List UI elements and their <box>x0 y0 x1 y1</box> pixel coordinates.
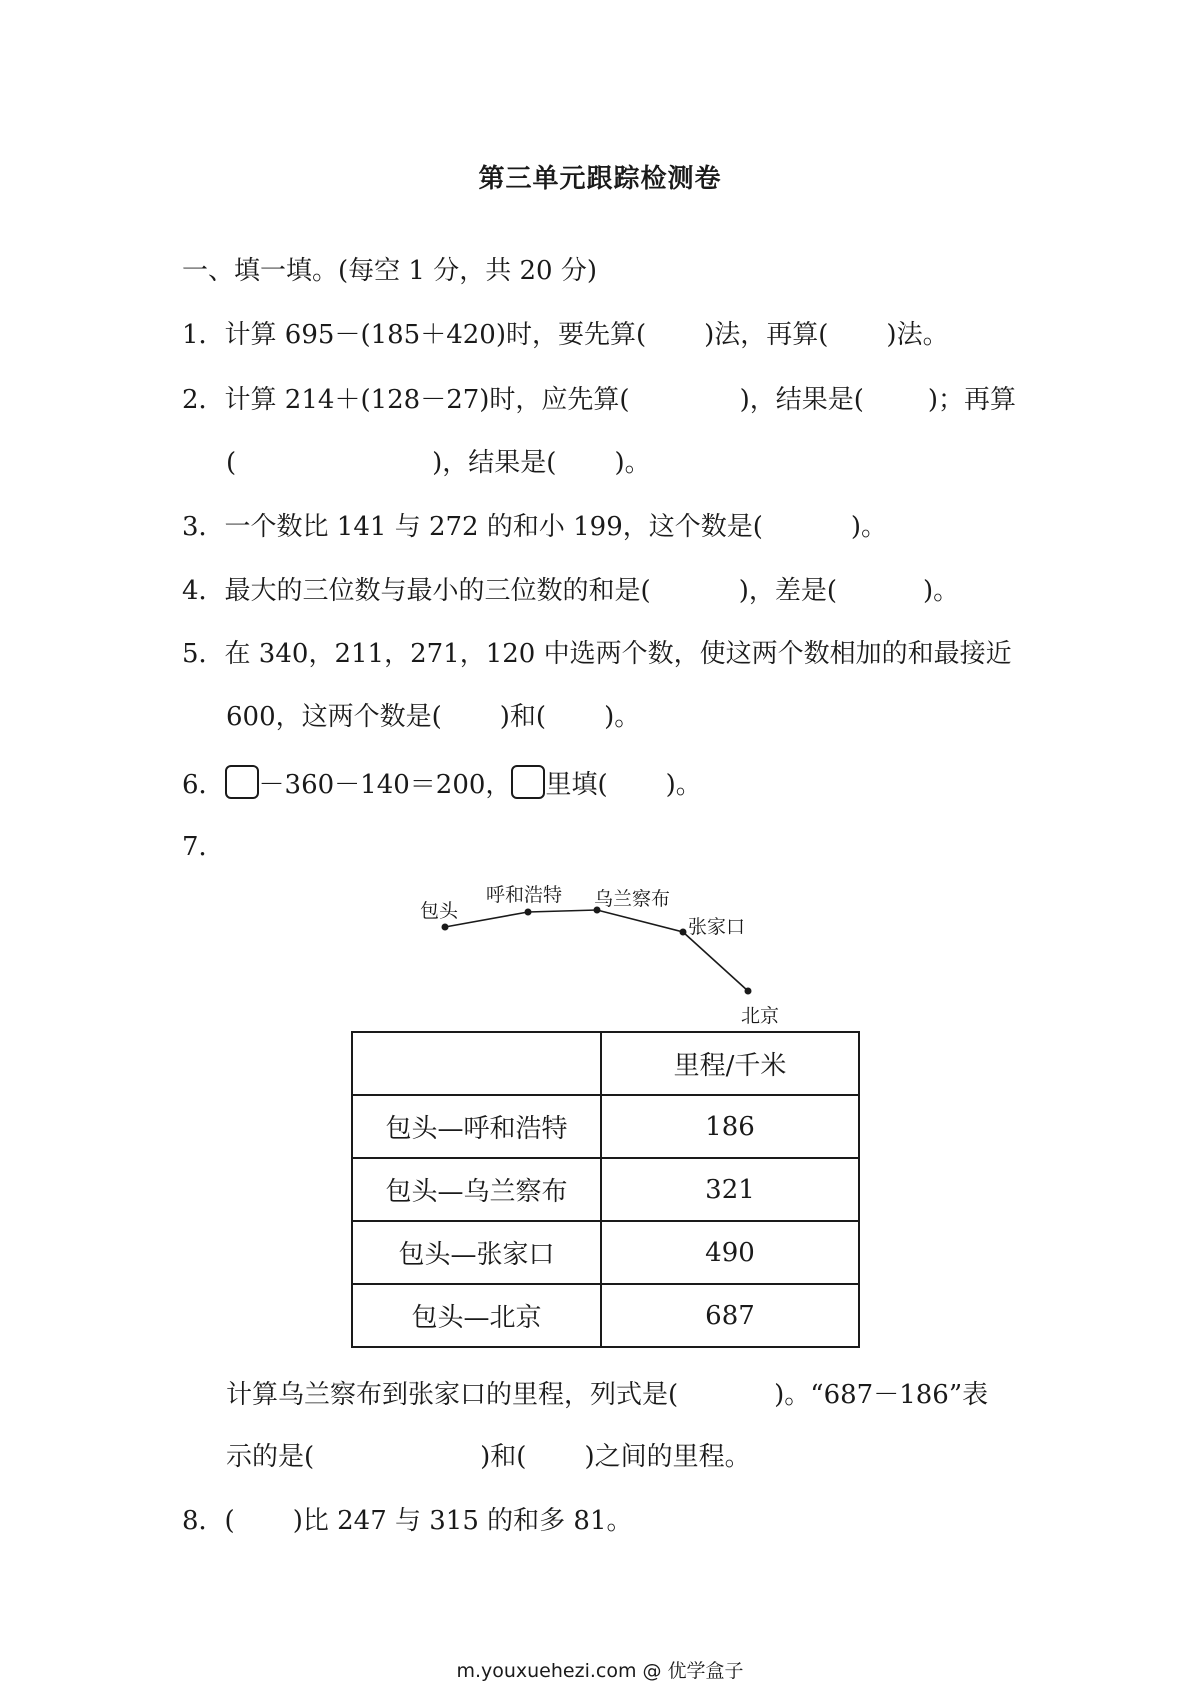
route-cell: 包头—呼和浩特 <box>352 1095 601 1158</box>
question-2: 2．计算 214＋(128－27)时，应先算( )，结果是( )；再算 <box>182 385 1017 415</box>
city-label-baotou: 包头 <box>420 900 459 922</box>
question-2-cont: ( )，结果是( )。 <box>226 448 651 478</box>
city-dot-zhangjiakou <box>680 929 687 936</box>
question-number: 1． <box>182 320 225 350</box>
question-4: 4．最大的三位数与最小的三位数的和是( )，差是( )。 <box>182 576 960 606</box>
route-cell: 包头—乌兰察布 <box>352 1158 601 1221</box>
mileage-table <box>351 1031 860 1348</box>
question-7-text: 计算乌兰察布到张家口的里程，列式是( )。“687－186”表 <box>226 1380 989 1410</box>
distance-cell: 186 <box>601 1095 859 1158</box>
question-3: 3．一个数比 141 与 272 的和小 199，这个数是( )。 <box>182 512 888 542</box>
question-6: 6． －360－140＝200， 里填( )。 <box>182 765 702 802</box>
question-number: 2． <box>182 385 225 415</box>
route-cell: 包头—张家口 <box>352 1221 601 1284</box>
question-8: 8．( )比 247 与 315 的和多 81。 <box>182 1506 633 1536</box>
question-number: 4． <box>182 576 225 606</box>
distance-cell: 321 <box>601 1158 859 1221</box>
table-row <box>352 1095 859 1158</box>
city-label-zhangjiakou: 张家口 <box>688 916 746 938</box>
city-label-ulanqab: 乌兰察布 <box>594 888 671 910</box>
distance-cell: 490 <box>601 1221 859 1284</box>
table-row <box>352 1158 859 1221</box>
section-heading: 一、填一填。(每空 1 分，共 20 分) <box>182 256 597 286</box>
distance-cell: 687 <box>601 1284 859 1347</box>
table-row <box>352 1284 859 1347</box>
question-1: 1．计算 695－(185＋420)时，要先算( )法，再算( )法。 <box>182 320 949 350</box>
question-number: 6． <box>182 770 225 800</box>
table-row <box>352 1221 859 1284</box>
city-dot-beijing <box>745 988 752 995</box>
footer-watermark: m.youxuehezi.com @ 优学盒子 <box>456 1660 744 1682</box>
table-header-cell: 里程/千米 <box>601 1032 859 1095</box>
city-label-hohhot: 呼和浩特 <box>486 884 563 906</box>
question-5-cont: 600，这两个数是( )和( )。 <box>226 702 641 732</box>
city-dot-baotou <box>442 924 449 931</box>
question-number: 7． <box>182 832 225 862</box>
route-cell: 包头—北京 <box>352 1284 601 1347</box>
table-header-row <box>352 1032 859 1095</box>
city-dot-hohhot <box>525 909 532 916</box>
city-label-beijing: 北京 <box>741 1005 780 1027</box>
question-7-text-cont: 示的是( )和( )之间的里程。 <box>226 1442 751 1472</box>
question-number: 3． <box>182 512 225 542</box>
question-number: 5． <box>182 639 225 669</box>
question-number: 8． <box>182 1506 225 1536</box>
question-5: 5．在 340，211，271，120 中选两个数，使这两个数相加的和最接近 <box>182 639 1012 669</box>
page-title: 第三单元跟踪检测卷 <box>478 164 722 194</box>
table-header-cell <box>352 1032 601 1095</box>
